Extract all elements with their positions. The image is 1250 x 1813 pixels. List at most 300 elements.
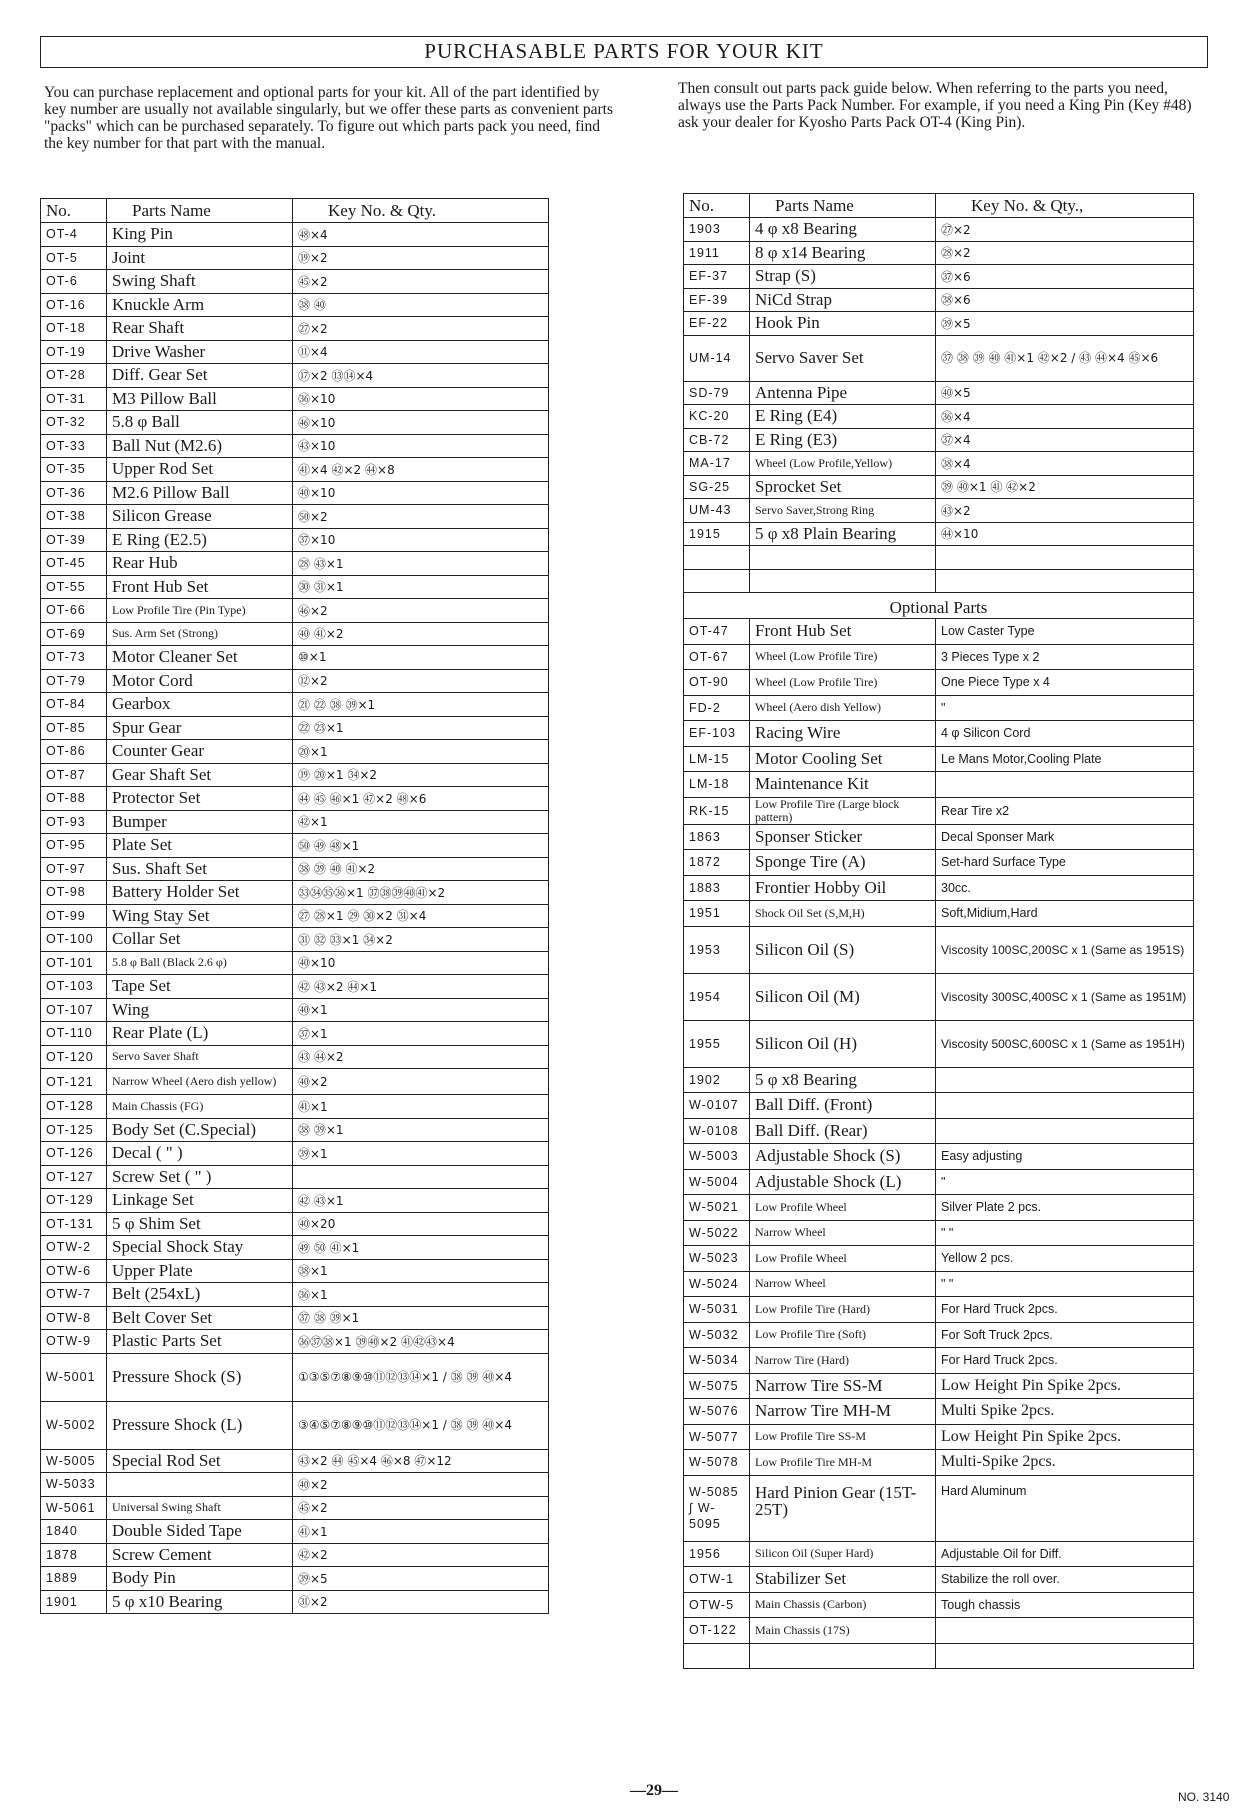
part-name: Motor Cooling Set xyxy=(750,746,936,772)
key-number-qty: ㊻×2 xyxy=(293,599,549,623)
part-name: Joint xyxy=(107,246,293,270)
key-number-qty: ㊷×1 xyxy=(293,810,549,834)
table-row xyxy=(41,1283,549,1307)
part-pack-number: OT-131 xyxy=(41,1212,107,1236)
table-row xyxy=(684,926,1194,973)
part-name: E Ring (E3) xyxy=(750,428,936,452)
part-pack-number: OT-79 xyxy=(41,669,107,693)
part-name: Adjustable Shock (S) xyxy=(750,1144,936,1170)
part-pack-number: OT-93 xyxy=(41,810,107,834)
part-name: Wing xyxy=(107,998,293,1022)
table-row xyxy=(41,740,549,764)
part-name xyxy=(750,1643,936,1669)
table-row xyxy=(684,1246,1194,1272)
table-row xyxy=(41,1045,549,1069)
part-description: 30cc. xyxy=(936,875,1194,901)
part-description: Low Height Pin Spike 2pcs. xyxy=(936,1424,1194,1450)
table-row xyxy=(684,772,1194,798)
table-row xyxy=(41,975,549,999)
part-name: Double Sided Tape xyxy=(107,1520,293,1544)
key-number-qty: ㉑ ㉒ ㊳ ㊴×1 xyxy=(293,693,549,717)
part-name: M2.6 Pillow Ball xyxy=(107,481,293,505)
part-description: " " xyxy=(936,1271,1194,1297)
part-name: Servo Saver Shaft xyxy=(107,1045,293,1069)
part-name: Sus. Shaft Set xyxy=(107,857,293,881)
part-name: 5 φ x8 Plain Bearing xyxy=(750,522,936,546)
key-number-qty xyxy=(936,546,1194,570)
table-row xyxy=(41,1330,549,1354)
key-number-qty: ㊵×5 xyxy=(936,381,1194,405)
table-row xyxy=(684,1067,1194,1093)
part-pack-number: OT-110 xyxy=(41,1022,107,1046)
part-pack-number: OT-100 xyxy=(41,928,107,952)
table-row xyxy=(41,1069,549,1095)
col-header-no: No. xyxy=(684,194,750,218)
table-row xyxy=(684,1424,1194,1450)
table-row xyxy=(41,1212,549,1236)
key-number-qty: ㊿×2 xyxy=(293,505,549,529)
part-name: Ball Diff. (Front) xyxy=(750,1093,936,1119)
part-pack-number: 1878 xyxy=(41,1543,107,1567)
table-row xyxy=(684,721,1194,747)
table-row xyxy=(684,973,1194,1020)
intro-text-right: Then consult out parts pack guide below. When referring to the parts you need, always use the Parts Pack Number. For example, if you need a King Pin (Key #48) ask your dealer for Kyosho Parts Pack OT-4 (King Pin). xyxy=(678,80,1192,131)
key-number-qty: ⑰×2 ⑬⑭×4 xyxy=(293,364,549,388)
part-pack-number: OT-127 xyxy=(41,1165,107,1189)
part-pack-number: RK-15 xyxy=(684,797,750,824)
part-name: Low Profile Tire (Hard) xyxy=(750,1297,936,1323)
key-number-qty: ㊵×10 xyxy=(293,951,549,975)
part-description: For Hard Truck 2pcs. xyxy=(936,1297,1194,1323)
part-description: 4 φ Silicon Cord xyxy=(936,721,1194,747)
key-number-qty: ㉚ ㉛×1 xyxy=(293,575,549,599)
table-row xyxy=(41,1353,549,1401)
part-description: Decal Sponser Mark xyxy=(936,824,1194,850)
table-row xyxy=(41,1401,549,1449)
part-name: Spur Gear xyxy=(107,716,293,740)
table-row xyxy=(684,695,1194,721)
table-row xyxy=(684,218,1194,242)
table-row xyxy=(41,1118,549,1142)
part-pack-number: OT-39 xyxy=(41,528,107,552)
key-number-qty: ③④⑤⑦⑧⑨⑩⑪⑫⑬⑭×1 / ㊳ ㊴ ㊵×4 xyxy=(293,1401,549,1449)
key-number-qty: ㊵×1 xyxy=(293,998,549,1022)
part-pack-number: OT-32 xyxy=(41,411,107,435)
key-number-qty: ㉒ ㉓×1 xyxy=(293,716,549,740)
part-pack-number: LM-15 xyxy=(684,746,750,772)
part-pack-number: W-5001 xyxy=(41,1353,107,1401)
table-row xyxy=(684,1144,1194,1170)
part-name: Main Chassis (17S) xyxy=(750,1618,936,1644)
part-name: Antenna Pipe xyxy=(750,381,936,405)
table-row xyxy=(684,546,1194,570)
part-description: Multi Spike 2pcs. xyxy=(936,1399,1194,1425)
part-name: E Ring (E2.5) xyxy=(107,528,293,552)
part-pack-number: CB-72 xyxy=(684,428,750,452)
part-name: Adjustable Shock (L) xyxy=(750,1169,936,1195)
part-name: Silicon Oil (M) xyxy=(750,973,936,1020)
part-name: 5 φ x8 Bearing xyxy=(750,1067,936,1093)
part-pack-number: 1903 xyxy=(684,218,750,242)
part-name: Wing Stay Set xyxy=(107,904,293,928)
part-name: Sponser Sticker xyxy=(750,824,936,850)
table-row xyxy=(684,522,1194,546)
part-pack-number: 1911 xyxy=(684,241,750,265)
table-row xyxy=(41,763,549,787)
table-row xyxy=(41,1567,549,1591)
part-name: E Ring (E4) xyxy=(750,405,936,429)
key-number-qty: ㉛ ㉜ ㉝×1 ㉞×2 xyxy=(293,928,549,952)
table-row xyxy=(684,1373,1194,1399)
part-pack-number: OT-128 xyxy=(41,1095,107,1119)
part-description: " " xyxy=(936,1220,1194,1246)
key-number-qty: ㊶×1 xyxy=(293,1520,549,1544)
part-name: Decal ( " ) xyxy=(107,1142,293,1166)
part-description: One Piece Type x 4 xyxy=(936,670,1194,696)
part-description xyxy=(936,1643,1194,1669)
table-row xyxy=(684,1592,1194,1618)
table-row xyxy=(684,1399,1194,1425)
table-row xyxy=(684,265,1194,289)
table-row xyxy=(684,1348,1194,1374)
part-name: Ball Nut (M2.6) xyxy=(107,434,293,458)
part-name: Silicon Grease xyxy=(107,505,293,529)
col-header-parts-name: Parts Name xyxy=(750,194,936,218)
part-pack-number: OT-101 xyxy=(41,951,107,975)
table-row xyxy=(684,1643,1194,1669)
key-number-qty: ㊳ ㊵ xyxy=(293,293,549,317)
part-name: Motor Cleaner Set xyxy=(107,646,293,670)
part-description xyxy=(936,1118,1194,1144)
table-row xyxy=(41,1165,549,1189)
part-pack-number: UM-14 xyxy=(684,335,750,381)
part-name: Body Pin xyxy=(107,1567,293,1591)
table-row xyxy=(684,824,1194,850)
table-row xyxy=(41,693,549,717)
table-row xyxy=(41,481,549,505)
part-pack-number: OT-36 xyxy=(41,481,107,505)
part-description: Multi-Spike 2pcs. xyxy=(936,1450,1194,1476)
key-number-qty: ㊴×5 xyxy=(293,1567,549,1591)
part-description: Set-hard Surface Type xyxy=(936,850,1194,876)
part-name: M3 Pillow Ball xyxy=(107,387,293,411)
key-number-qty: ㊹ ㊺ ㊻×1 ㊼×2 ㊽×6 xyxy=(293,787,549,811)
part-name: Stabilizer Set xyxy=(750,1567,936,1593)
col-header-key-qty: Key No. & Qty. xyxy=(293,199,549,223)
part-pack-number: OT-90 xyxy=(684,670,750,696)
part-name: Hard Pinion Gear (15T-25T) xyxy=(750,1475,936,1541)
table-row xyxy=(41,223,549,247)
part-name: Narrow Tire (Hard) xyxy=(750,1348,936,1374)
key-number-qty: ㊵×10 xyxy=(293,481,549,505)
part-pack-number: OT-84 xyxy=(41,693,107,717)
part-pack-number: 1902 xyxy=(684,1067,750,1093)
part-pack-number: W-5034 xyxy=(684,1348,750,1374)
part-name: Sus. Arm Set (Strong) xyxy=(107,622,293,646)
part-pack-number: OT-35 xyxy=(41,458,107,482)
key-number-qty: ⑫×2 xyxy=(293,669,549,693)
part-name: Narrow Tire MH-M xyxy=(750,1399,936,1425)
part-name: Front Hub Set xyxy=(750,619,936,645)
part-name: Frontier Hobby Oil xyxy=(750,875,936,901)
part-description: Easy adjusting xyxy=(936,1144,1194,1170)
table-row xyxy=(684,569,1194,593)
part-name: Rear Shaft xyxy=(107,317,293,341)
part-name: 5 φ Shim Set xyxy=(107,1212,293,1236)
part-name: Silicon Oil (Super Hard) xyxy=(750,1541,936,1567)
table-row xyxy=(684,1195,1194,1221)
intro-text-left: You can purchase replacement and optional parts for your kit. All of the part identified by key number are usually not available singularly, but we offer these parts as convenient parts "packs" which can be purchased separately. To figure out which parts pack you need, find the key number for that part with the manual. xyxy=(44,84,614,152)
table-row xyxy=(41,270,549,294)
table-row xyxy=(684,1118,1194,1144)
part-pack-number: W-5023 xyxy=(684,1246,750,1272)
part-name: 4 φ x8 Bearing xyxy=(750,218,936,242)
part-pack-number: EF-37 xyxy=(684,265,750,289)
page-title: PURCHASABLE PARTS FOR YOUR KIT xyxy=(40,36,1208,68)
key-number-qty: ㊹×10 xyxy=(936,522,1194,546)
col-header-key-qty: Key No. & Qty., xyxy=(936,194,1194,218)
part-pack-number: W-5031 xyxy=(684,1297,750,1323)
part-pack-number: OT-97 xyxy=(41,857,107,881)
part-pack-number: W-5077 xyxy=(684,1424,750,1450)
part-pack-number: OTW-7 xyxy=(41,1283,107,1307)
part-name: Low Profile Tire (Pin Type) xyxy=(107,599,293,623)
part-name: Main Chassis (FG) xyxy=(107,1095,293,1119)
part-pack-number: OT-18 xyxy=(41,317,107,341)
part-name: Rear Hub xyxy=(107,552,293,576)
table-row xyxy=(684,1541,1194,1567)
part-name: Wheel (Low Profile Tire) xyxy=(750,670,936,696)
key-number-qty: ㊷ ㊸×1 xyxy=(293,1189,549,1213)
key-number-qty: ⑳×1 xyxy=(293,740,549,764)
key-number-qty: ①③⑤⑦⑧⑨⑩⑪⑫⑬⑭×1 / ㊳ ㊴ ㊵×4 xyxy=(293,1353,549,1401)
table-row xyxy=(41,1496,549,1520)
table-row xyxy=(41,1543,549,1567)
part-name: Special Shock Stay xyxy=(107,1236,293,1260)
part-description: For Hard Truck 2pcs. xyxy=(936,1348,1194,1374)
part-pack-number xyxy=(684,546,750,570)
part-name: Drive Washer xyxy=(107,340,293,364)
part-name: Knuckle Arm xyxy=(107,293,293,317)
part-pack-number: OT-107 xyxy=(41,998,107,1022)
key-number-qty: ㊴×1 xyxy=(293,1142,549,1166)
table-row xyxy=(41,387,549,411)
part-name: Servo Saver Set xyxy=(750,335,936,381)
part-pack-number: W-5061 xyxy=(41,1496,107,1520)
key-number-qty: ㊶×4 ㊷×2 ㊹×8 xyxy=(293,458,549,482)
part-pack-number: OT-5 xyxy=(41,246,107,270)
part-name xyxy=(750,546,936,570)
table-row xyxy=(684,1169,1194,1195)
table-row xyxy=(684,475,1194,499)
part-name: Screw Set ( " ) xyxy=(107,1165,293,1189)
table-row xyxy=(41,646,549,670)
table-row xyxy=(41,505,549,529)
part-name: Upper Rod Set xyxy=(107,458,293,482)
part-pack-number: OT-120 xyxy=(41,1045,107,1069)
col-header-parts-name: Parts Name xyxy=(107,199,293,223)
table-row xyxy=(41,599,549,623)
table-row xyxy=(684,405,1194,429)
table-row xyxy=(41,246,549,270)
table-row xyxy=(41,1520,549,1544)
part-description: For Soft Truck 2pcs. xyxy=(936,1322,1194,1348)
table-row xyxy=(41,787,549,811)
key-number-qty: ㊺×2 xyxy=(293,270,549,294)
part-description xyxy=(936,1618,1194,1644)
table-row xyxy=(684,312,1194,336)
part-pack-number: SG-25 xyxy=(684,475,750,499)
key-number-qty: ㊵×2 xyxy=(293,1473,549,1497)
part-pack-number: OTW-6 xyxy=(41,1259,107,1283)
key-number-qty: ㊱㊲㊳×1 ㊴㊵×2 ㊶㊷㊸×4 xyxy=(293,1330,549,1354)
page-number: —29— xyxy=(630,1782,678,1799)
part-pack-number: OT-66 xyxy=(41,599,107,623)
key-number-qty: ㊸×10 xyxy=(293,434,549,458)
part-pack-number: OT-99 xyxy=(41,904,107,928)
key-number-qty: ㊲×4 xyxy=(936,428,1194,452)
key-number-qty xyxy=(936,569,1194,593)
part-pack-number: OT-87 xyxy=(41,763,107,787)
part-name: Wheel (Aero dish Yellow) xyxy=(750,695,936,721)
table-row xyxy=(684,670,1194,696)
part-description: Viscosity 300SC,400SC x 1 (Same as 1951M) xyxy=(936,973,1194,1020)
part-name: Narrow Tire SS-M xyxy=(750,1373,936,1399)
part-name: Bumper xyxy=(107,810,293,834)
table-row xyxy=(684,381,1194,405)
table-row xyxy=(41,1189,549,1213)
key-number-qty: ㊱×4 xyxy=(936,405,1194,429)
part-pack-number: OTW-1 xyxy=(684,1567,750,1593)
optional-parts-label: Optional Parts xyxy=(684,593,1194,619)
part-description xyxy=(936,1067,1194,1093)
part-name: Plate Set xyxy=(107,834,293,858)
part-pack-number: OT-85 xyxy=(41,716,107,740)
optional-parts-header-row xyxy=(684,593,1194,619)
part-pack-number: OT-31 xyxy=(41,387,107,411)
parts-table-left xyxy=(40,198,549,1614)
part-pack-number: OT-73 xyxy=(41,646,107,670)
table-row xyxy=(684,1450,1194,1476)
part-pack-number: LM-18 xyxy=(684,772,750,798)
key-number-qty: ㊸×2 xyxy=(936,499,1194,523)
part-pack-number: W-5003 xyxy=(684,1144,750,1170)
part-description: Tough chassis xyxy=(936,1592,1194,1618)
part-name: Narrow Wheel xyxy=(750,1220,936,1246)
part-name: Gear Shaft Set xyxy=(107,763,293,787)
key-number-qty: ㊺×2 xyxy=(293,1496,549,1520)
part-name: Tape Set xyxy=(107,975,293,999)
part-pack-number: OT-67 xyxy=(684,644,750,670)
table-row xyxy=(684,901,1194,927)
part-name: Pressure Shock (S) xyxy=(107,1353,293,1401)
part-name: Narrow Wheel xyxy=(750,1271,936,1297)
part-name: 5.8 φ Ball (Black 2.6 φ) xyxy=(107,951,293,975)
part-pack-number: 1863 xyxy=(684,824,750,850)
key-number-qty: ㊳×1 xyxy=(293,1259,549,1283)
table-row xyxy=(41,1449,549,1473)
document-number: NO. 3140 xyxy=(1178,1790,1230,1804)
part-pack-number: OT-33 xyxy=(41,434,107,458)
part-pack-number: 1951 xyxy=(684,901,750,927)
part-name: Low Profile Tire MH-M xyxy=(750,1450,936,1476)
part-name: Low Profile Wheel xyxy=(750,1246,936,1272)
part-name: Racing Wire xyxy=(750,721,936,747)
table-row xyxy=(684,428,1194,452)
part-name: Swing Shaft xyxy=(107,270,293,294)
key-number-qty: ㊾ ㊿ ㊶×1 xyxy=(293,1236,549,1260)
part-description: Low Caster Type xyxy=(936,619,1194,645)
part-pack-number: OT-95 xyxy=(41,834,107,858)
part-name: Shock Oil Set (S,M,H) xyxy=(750,901,936,927)
part-pack-number: KC-20 xyxy=(684,405,750,429)
table-row xyxy=(684,1271,1194,1297)
part-pack-number: W-5024 xyxy=(684,1271,750,1297)
part-name: 8 φ x14 Bearing xyxy=(750,241,936,265)
table-row xyxy=(684,1567,1194,1593)
part-pack-number: 1955 xyxy=(684,1020,750,1067)
table-row xyxy=(41,810,549,834)
part-pack-number: OT-38 xyxy=(41,505,107,529)
key-number-qty: ㊴ ㊵×1 ㊶ ㊷×2 xyxy=(936,475,1194,499)
part-pack-number: SD-79 xyxy=(684,381,750,405)
part-pack-number xyxy=(684,1643,750,1669)
key-number-qty: ㊳ ㊴×1 xyxy=(293,1118,549,1142)
part-pack-number: OT-16 xyxy=(41,293,107,317)
part-pack-number: W-0108 xyxy=(684,1118,750,1144)
key-number-qty: ㊵ ㊶×2 xyxy=(293,622,549,646)
table-row xyxy=(41,1306,549,1330)
part-name: Sponge Tire (A) xyxy=(750,850,936,876)
key-number-qty: ㊲ ㊳ ㊴×1 xyxy=(293,1306,549,1330)
part-name: Rear Plate (L) xyxy=(107,1022,293,1046)
part-pack-number: W-5075 xyxy=(684,1373,750,1399)
part-pack-number xyxy=(684,569,750,593)
part-description xyxy=(936,1093,1194,1119)
part-pack-number: OTW-9 xyxy=(41,1330,107,1354)
table-row xyxy=(41,622,549,646)
part-name: Sprocket Set xyxy=(750,475,936,499)
part-pack-number: W-0107 xyxy=(684,1093,750,1119)
table-row xyxy=(41,1473,549,1497)
key-number-qty: ⑲ ⑳×1 ㉞×2 xyxy=(293,763,549,787)
table-row xyxy=(41,1259,549,1283)
part-name: Screw Cement xyxy=(107,1543,293,1567)
part-pack-number: OT-4 xyxy=(41,223,107,247)
part-pack-number: OT-69 xyxy=(41,622,107,646)
table-row xyxy=(684,1093,1194,1119)
part-pack-number: 1954 xyxy=(684,973,750,1020)
part-pack-number: OT-6 xyxy=(41,270,107,294)
part-name: Motor Cord xyxy=(107,669,293,693)
key-number-qty: ㉗ ㉘×1 ㉙ ㉚×2 ㉛×4 xyxy=(293,904,549,928)
part-name: Collar Set xyxy=(107,928,293,952)
part-pack-number: OT-121 xyxy=(41,1069,107,1095)
part-name: Plastic Parts Set xyxy=(107,1330,293,1354)
table-row xyxy=(684,241,1194,265)
table-row xyxy=(684,850,1194,876)
part-name: Silicon Oil (S) xyxy=(750,926,936,973)
part-pack-number: OT-86 xyxy=(41,740,107,764)
part-name: Low Profile Tire SS-M xyxy=(750,1424,936,1450)
key-number-qty: ㊵×2 xyxy=(293,1069,549,1095)
part-name: NiCd Strap xyxy=(750,288,936,312)
key-number-qty: ㉗×2 xyxy=(293,317,549,341)
key-number-qty: ㊴×5 xyxy=(936,312,1194,336)
part-name: Special Rod Set xyxy=(107,1449,293,1473)
part-pack-number: OT-19 xyxy=(41,340,107,364)
part-description: Soft,Midium,Hard xyxy=(936,901,1194,927)
